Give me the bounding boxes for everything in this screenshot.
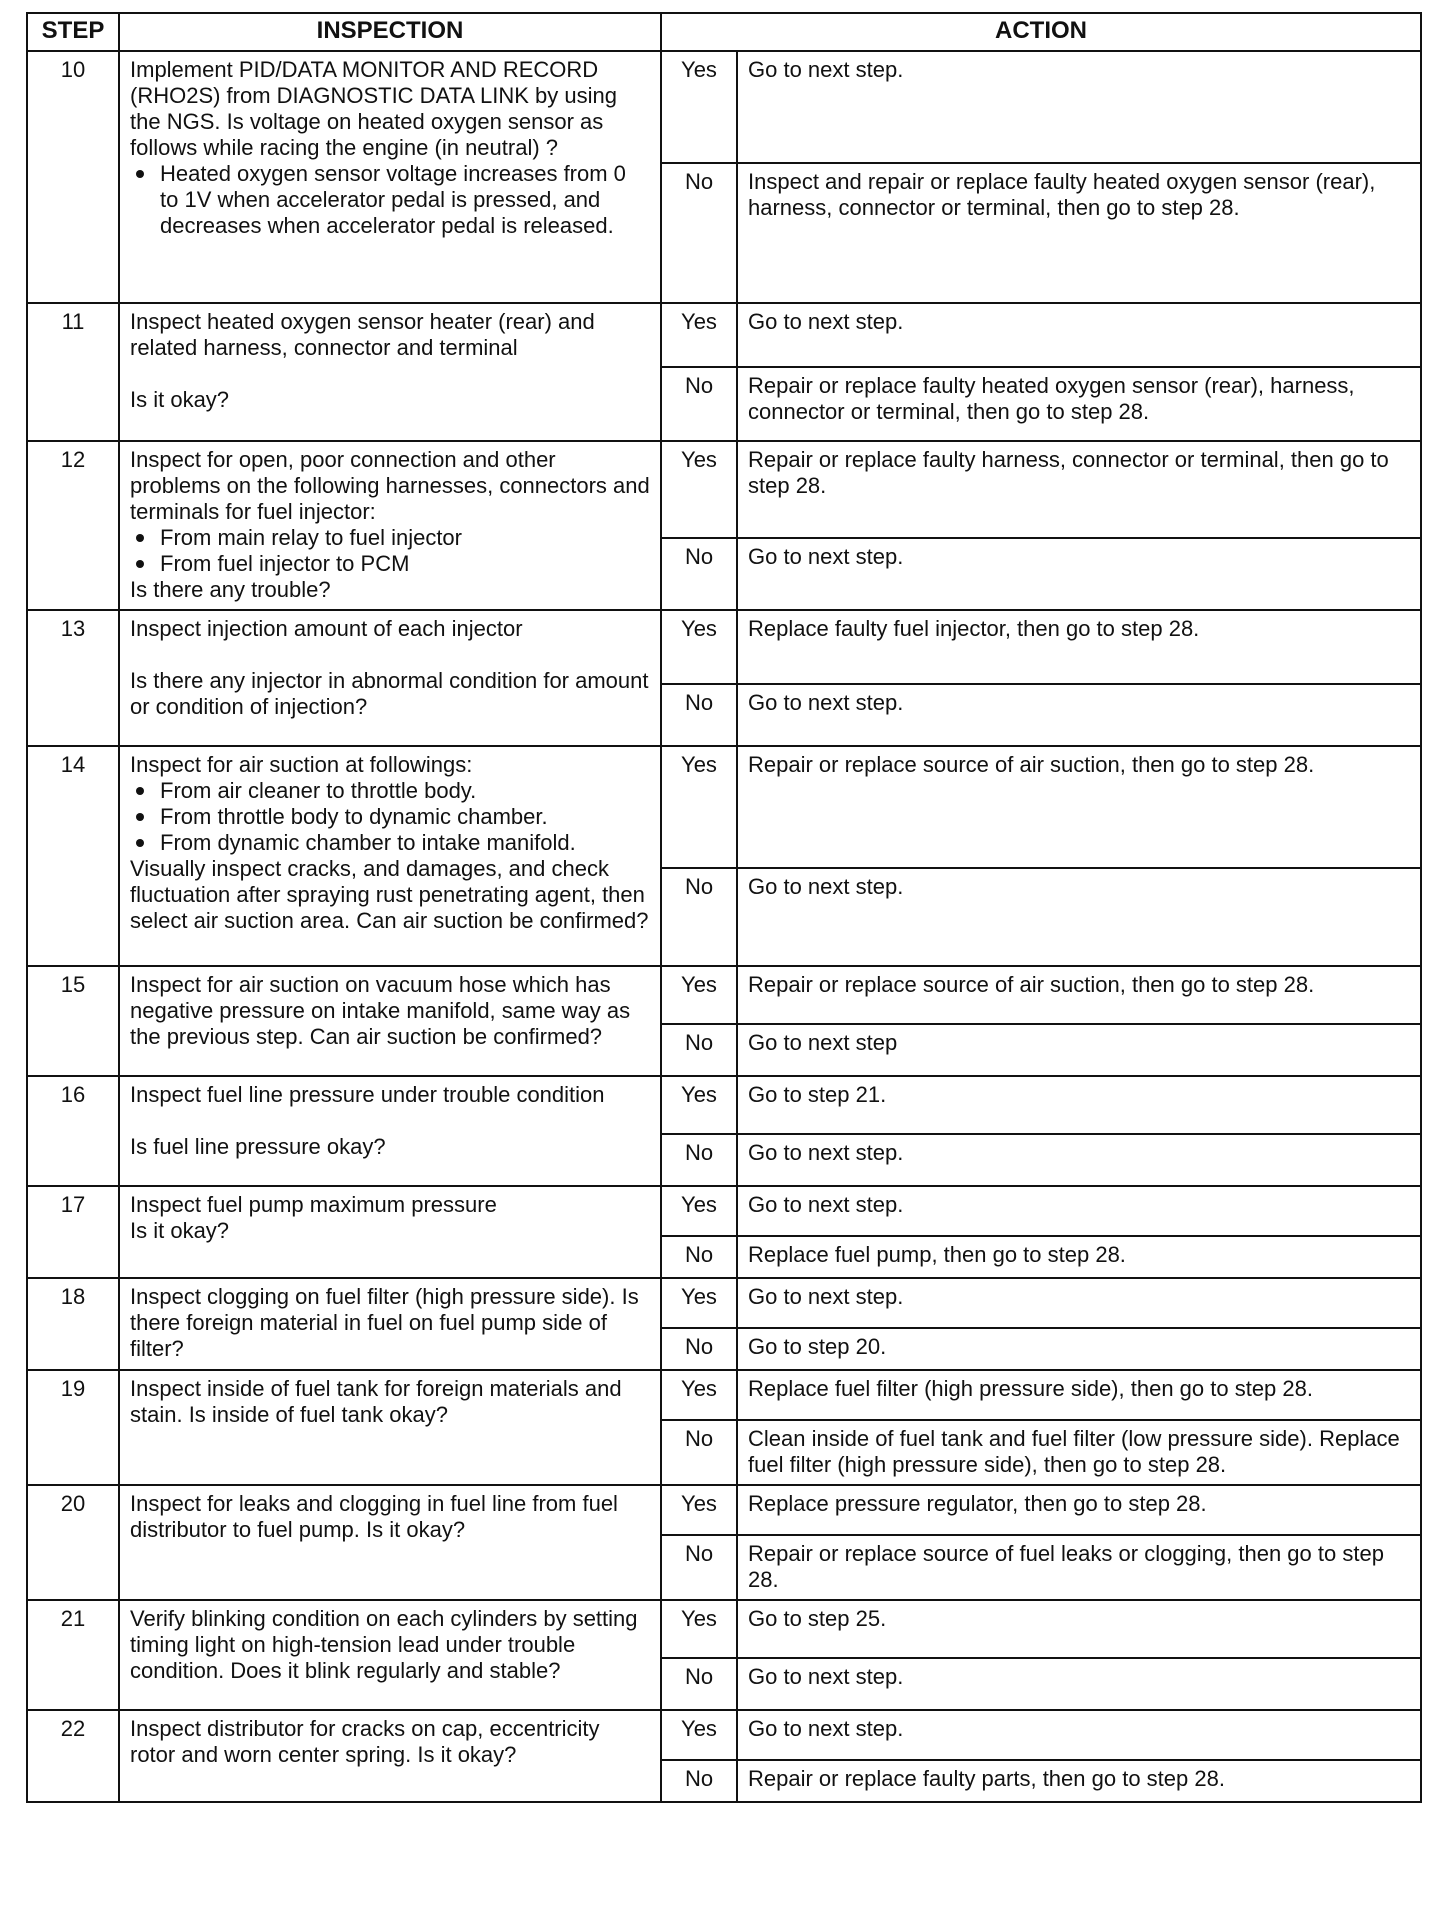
step-number: 20	[27, 1485, 119, 1600]
inspection-bullet: From air cleaner to throttle body.	[130, 778, 650, 804]
step-number: 18	[27, 1278, 119, 1370]
yes-label: Yes	[661, 1370, 737, 1420]
step-number: 21	[27, 1600, 119, 1710]
no-action: Go to next step	[737, 1024, 1421, 1076]
no-action: Go to next step.	[737, 868, 1421, 966]
table-row	[27, 1600, 1421, 1658]
inspection-cell	[119, 966, 661, 1076]
step-number: 19	[27, 1370, 119, 1485]
no-label: No	[661, 538, 737, 610]
yes-action: Go to next step.	[737, 1710, 1421, 1760]
step-number: 16	[27, 1076, 119, 1186]
table-row	[27, 1278, 1421, 1328]
step-number: 13	[27, 610, 119, 746]
yes-action: Go to step 21.	[737, 1076, 1421, 1134]
table-row	[27, 746, 1421, 868]
yes-action: Go to next step.	[737, 1278, 1421, 1328]
no-action: Repair or replace faulty heated oxygen sensor (rear), harness, connector or terminal, then go to step 28.	[737, 367, 1421, 441]
table-row	[27, 1370, 1421, 1420]
table-row	[27, 51, 1421, 163]
header-row	[27, 13, 1421, 51]
inspection-cell	[119, 303, 661, 441]
inspection-bullet: From dynamic chamber to intake manifold.	[130, 830, 650, 856]
no-action: Go to step 20.	[737, 1328, 1421, 1370]
step-number: 22	[27, 1710, 119, 1802]
inspection-question: Is there any trouble?	[130, 577, 331, 602]
step-number: 14	[27, 746, 119, 966]
inspection-bullet: Heated oxygen sensor voltage increases from 0 to 1V when accelerator pedal is pressed, and decreases when accelerator pedal is released.	[130, 161, 650, 239]
diagnostic-procedure-page	[26, 12, 1420, 1803]
header-step: STEP	[27, 13, 119, 51]
table-row	[27, 441, 1421, 538]
inspection-cell	[119, 610, 661, 746]
yes-label: Yes	[661, 1076, 737, 1134]
inspection-bullet: From main relay to fuel injector	[130, 525, 650, 551]
inspection-text: Implement PID/DATA MONITOR AND RECORD (RHO2S) from DIAGNOSTIC DATA LINK by using the NGS. Is voltage on heated oxygen sensor as follows while racing the engine (in neutral) ?	[130, 57, 617, 160]
table-row	[27, 303, 1421, 367]
yes-label: Yes	[661, 1278, 737, 1328]
inspection-cell	[119, 441, 661, 610]
inspection-cell	[119, 1186, 661, 1278]
inspection-cell	[119, 1370, 661, 1485]
table-body	[27, 51, 1421, 1802]
table-row	[27, 1186, 1421, 1236]
inspection-text: Inspect heated oxygen sensor heater (rear) and related harness, connector and terminal Is it okay?	[130, 309, 595, 412]
inspection-bullet: From throttle body to dynamic chamber.	[130, 804, 650, 830]
inspection-text: Inspect for leaks and clogging in fuel line from fuel distributor to fuel pump. Is it okay?	[130, 1491, 618, 1542]
yes-action: Replace faulty fuel injector, then go to step 28.	[737, 610, 1421, 684]
yes-action: Go to next step.	[737, 303, 1421, 367]
inspection-text: Inspect inside of fuel tank for foreign materials and stain. Is inside of fuel tank okay?	[130, 1376, 622, 1427]
yes-label: Yes	[661, 1600, 737, 1658]
yes-label: Yes	[661, 1485, 737, 1535]
inspection-text: Inspect distributor for cracks on cap, eccentricity rotor and worn center spring. Is it okay?	[130, 1716, 600, 1767]
inspection-bullet-list	[130, 525, 650, 577]
no-action: Go to next step.	[737, 684, 1421, 746]
inspection-question: Visually inspect cracks, and damages, and check fluctuation after spraying rust penetrating agent, then select air suction area. Can air suction be confirmed?	[130, 856, 649, 933]
no-label: No	[661, 1236, 737, 1278]
yes-label: Yes	[661, 303, 737, 367]
inspection-cell	[119, 1485, 661, 1600]
no-action: Repair or replace source of fuel leaks or clogging, then go to step 28.	[737, 1535, 1421, 1600]
no-label: No	[661, 684, 737, 746]
step-number: 12	[27, 441, 119, 610]
table-row	[27, 1076, 1421, 1134]
table-row	[27, 610, 1421, 684]
no-label: No	[661, 1420, 737, 1485]
header-action: ACTION	[661, 13, 1421, 51]
inspection-text: Verify blinking condition on each cylinders by setting timing light on high-tension lead under trouble condition. Does it blink regularly and stable?	[130, 1606, 638, 1683]
no-action: Repair or replace faulty parts, then go to step 28.	[737, 1760, 1421, 1802]
yes-action: Repair or replace source of air suction, then go to step 28.	[737, 746, 1421, 868]
step-number: 17	[27, 1186, 119, 1278]
diagnostic-table	[26, 12, 1422, 1803]
step-number: 10	[27, 51, 119, 303]
no-label: No	[661, 163, 737, 303]
yes-action: Go to step 25.	[737, 1600, 1421, 1658]
yes-action: Repair or replace source of air suction, then go to step 28.	[737, 966, 1421, 1024]
no-label: No	[661, 1658, 737, 1710]
yes-label: Yes	[661, 51, 737, 163]
inspection-bullet: From fuel injector to PCM	[130, 551, 650, 577]
no-action: Clean inside of fuel tank and fuel filter (low pressure side). Replace fuel filter (high pressure side), then go to step 28.	[737, 1420, 1421, 1485]
inspection-bullet-list	[130, 161, 650, 239]
no-label: No	[661, 1328, 737, 1370]
yes-label: Yes	[661, 966, 737, 1024]
header-inspection: INSPECTION	[119, 13, 661, 51]
inspection-cell	[119, 1710, 661, 1802]
no-label: No	[661, 868, 737, 966]
yes-action: Replace pressure regulator, then go to step 28.	[737, 1485, 1421, 1535]
no-action: Go to next step.	[737, 538, 1421, 610]
inspection-text: Inspect injection amount of each injector Is there any injector in abnormal condition for amount or condition of injection?	[130, 616, 649, 719]
yes-label: Yes	[661, 746, 737, 868]
inspection-bullet-list	[130, 778, 650, 856]
inspection-text: Inspect for air suction on vacuum hose which has negative pressure on intake manifold, same way as the previous step. Can air suction be confirmed?	[130, 972, 631, 1049]
inspection-cell	[119, 1600, 661, 1710]
no-label: No	[661, 367, 737, 441]
yes-action: Go to next step.	[737, 1186, 1421, 1236]
no-action: Go to next step.	[737, 1134, 1421, 1186]
inspection-text: Inspect for air suction at followings:	[130, 752, 473, 777]
yes-action: Replace fuel filter (high pressure side), then go to step 28.	[737, 1370, 1421, 1420]
step-number: 15	[27, 966, 119, 1076]
inspection-cell	[119, 51, 661, 303]
no-label: No	[661, 1535, 737, 1600]
inspection-text: Inspect fuel pump maximum pressure Is it okay?	[130, 1192, 497, 1243]
yes-label: Yes	[661, 1186, 737, 1236]
table-row	[27, 966, 1421, 1024]
inspection-cell	[119, 746, 661, 966]
no-label: No	[661, 1760, 737, 1802]
no-action: Replace fuel pump, then go to step 28.	[737, 1236, 1421, 1278]
yes-label: Yes	[661, 1710, 737, 1760]
inspection-text: Inspect fuel line pressure under trouble condition Is fuel line pressure okay?	[130, 1082, 605, 1159]
inspection-text: Inspect clogging on fuel filter (high pressure side). Is there foreign material in fuel on fuel pump side of filter?	[130, 1284, 639, 1361]
no-action: Inspect and repair or replace faulty heated oxygen sensor (rear), harness, connector or terminal, then go to step 28.	[737, 163, 1421, 303]
no-label: No	[661, 1024, 737, 1076]
inspection-cell	[119, 1076, 661, 1186]
table-row	[27, 1485, 1421, 1535]
yes-action: Repair or replace faulty harness, connector or terminal, then go to step 28.	[737, 441, 1421, 538]
step-number: 11	[27, 303, 119, 441]
inspection-text: Inspect for open, poor connection and other problems on the following harnesses, connectors and terminals for fuel injector:	[130, 447, 650, 524]
yes-action: Go to next step.	[737, 51, 1421, 163]
yes-label: Yes	[661, 610, 737, 684]
table-row	[27, 1710, 1421, 1760]
inspection-cell	[119, 1278, 661, 1370]
yes-label: Yes	[661, 441, 737, 538]
no-action: Go to next step.	[737, 1658, 1421, 1710]
no-label: No	[661, 1134, 737, 1186]
